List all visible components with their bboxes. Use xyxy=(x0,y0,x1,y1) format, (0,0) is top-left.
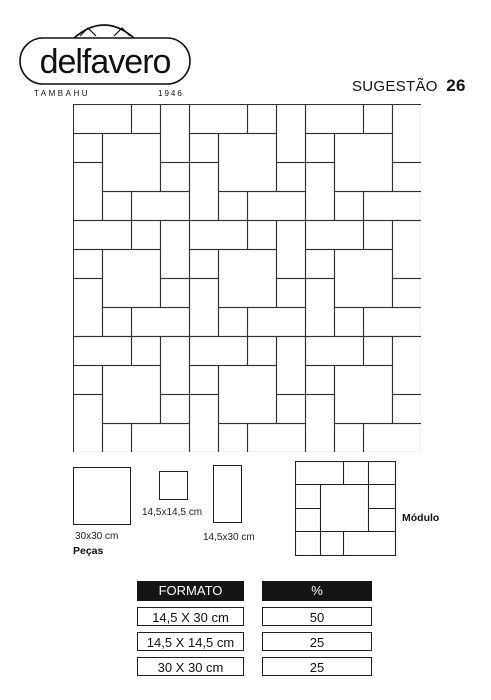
floor-tile xyxy=(219,192,248,221)
floor-tile xyxy=(364,308,422,337)
floor-tile xyxy=(219,134,277,192)
piece-14x14-label: 14,5x14,5 cm xyxy=(142,507,203,518)
floor-tile xyxy=(306,221,364,250)
floor-tile xyxy=(132,192,190,221)
floor-tile xyxy=(190,221,248,250)
svg-text:TAMBAHU: TAMBAHU xyxy=(34,89,91,98)
floor-tile xyxy=(364,105,393,134)
floor-tile xyxy=(393,279,422,308)
floor-tile xyxy=(74,366,103,395)
floor-tile xyxy=(132,308,190,337)
floor-tile xyxy=(335,250,393,308)
floor-tile xyxy=(306,134,335,163)
floor-tile xyxy=(103,134,161,192)
piece-14x14 xyxy=(159,471,188,500)
floor-tile xyxy=(335,424,364,453)
floor-tile xyxy=(190,279,219,337)
piece-30x30 xyxy=(73,467,131,525)
floor-tile xyxy=(364,424,422,453)
suggestion-number: 26 xyxy=(446,76,466,95)
floor-tile xyxy=(219,308,248,337)
floor-tile xyxy=(364,337,393,366)
floor-tile xyxy=(335,366,393,424)
floor-tile xyxy=(103,308,132,337)
floor-tile xyxy=(306,105,364,134)
module-label: Módulo xyxy=(402,512,440,524)
floor-tile xyxy=(103,192,132,221)
floor-tile xyxy=(306,163,335,221)
floor-tile xyxy=(219,366,277,424)
floor-tile xyxy=(190,366,219,395)
row-percent: 25 xyxy=(262,657,372,676)
floor-tile xyxy=(248,337,277,366)
floor-tile xyxy=(393,337,422,395)
floor-tile xyxy=(335,308,364,337)
floor-tile xyxy=(393,105,422,163)
floor-tile xyxy=(393,221,422,279)
floor-tile xyxy=(132,221,161,250)
floor-tile xyxy=(248,424,306,453)
floor-tile xyxy=(161,105,190,163)
floor-tile xyxy=(161,337,190,395)
delfavero-logo xyxy=(16,10,196,100)
module-diagram xyxy=(295,461,397,556)
floor-tile xyxy=(161,279,190,308)
floor-tile xyxy=(74,279,103,337)
floor-tile xyxy=(277,221,306,279)
floor-tile xyxy=(74,337,132,366)
floor-tile xyxy=(248,192,306,221)
floor-tile xyxy=(219,250,277,308)
floor-tile xyxy=(277,105,306,163)
floor-tile xyxy=(248,221,277,250)
floor-tile xyxy=(103,366,161,424)
floor-tile xyxy=(306,279,335,337)
table-header xyxy=(137,581,372,601)
piece-30x30-label: 30x30 cm xyxy=(75,531,119,542)
table-row xyxy=(137,632,372,651)
piece-14x30-label: 14,5x30 cm xyxy=(203,532,255,543)
floor-tile xyxy=(161,395,190,424)
row-format: 30 X 30 cm xyxy=(137,657,244,676)
floor-tile xyxy=(161,163,190,192)
floor-tile xyxy=(277,395,306,424)
piece-14x30 xyxy=(213,465,242,523)
floor-tile xyxy=(161,221,190,279)
table-row xyxy=(137,657,372,676)
table-row xyxy=(137,607,372,626)
floor-tile xyxy=(74,105,132,134)
header-formato: FORMATO xyxy=(137,581,244,601)
floor-tile xyxy=(306,395,335,453)
floor-tile xyxy=(364,192,422,221)
floor-tile xyxy=(190,134,219,163)
floor-tile xyxy=(306,337,364,366)
floor-tile xyxy=(393,395,422,424)
row-percent: 50 xyxy=(262,607,372,626)
floor-tile xyxy=(74,163,103,221)
suggestion-label: SUGESTÃO xyxy=(352,78,438,95)
floor-tile xyxy=(103,424,132,453)
floor-pattern xyxy=(73,104,421,452)
floor-tile xyxy=(306,250,335,279)
floor-tile xyxy=(335,192,364,221)
floor-tile xyxy=(306,366,335,395)
floor-tile xyxy=(103,250,161,308)
floor-tile xyxy=(132,337,161,366)
floor-tile xyxy=(74,134,103,163)
floor-tile xyxy=(190,250,219,279)
floor-tile xyxy=(190,395,219,453)
row-format: 14,5 X 30 cm xyxy=(137,607,244,626)
floor-tile xyxy=(248,308,306,337)
floor-tile xyxy=(393,163,422,192)
floor-tile xyxy=(277,279,306,308)
svg-text:1946: 1946 xyxy=(158,89,184,98)
floor-tile xyxy=(74,250,103,279)
suggestion-title xyxy=(352,76,466,96)
floor-tile xyxy=(277,163,306,192)
floor-tile xyxy=(190,163,219,221)
floor-tile xyxy=(277,337,306,395)
floor-tile xyxy=(190,337,248,366)
row-format: 14,5 X 14,5 cm xyxy=(137,632,244,651)
floor-tile xyxy=(364,221,393,250)
floor-tile xyxy=(132,424,190,453)
row-percent: 25 xyxy=(262,632,372,651)
pieces-title: Peças xyxy=(73,545,104,557)
floor-tile xyxy=(74,395,103,453)
floor-tile xyxy=(74,221,132,250)
floor-tile xyxy=(132,105,161,134)
svg-text:delfavero: delfavero xyxy=(39,43,171,81)
floor-tile xyxy=(190,105,248,134)
format-table xyxy=(137,575,372,682)
floor-tile xyxy=(248,105,277,134)
floor-tile xyxy=(219,424,248,453)
floor-tile xyxy=(335,134,393,192)
header-percent: % xyxy=(262,581,372,601)
